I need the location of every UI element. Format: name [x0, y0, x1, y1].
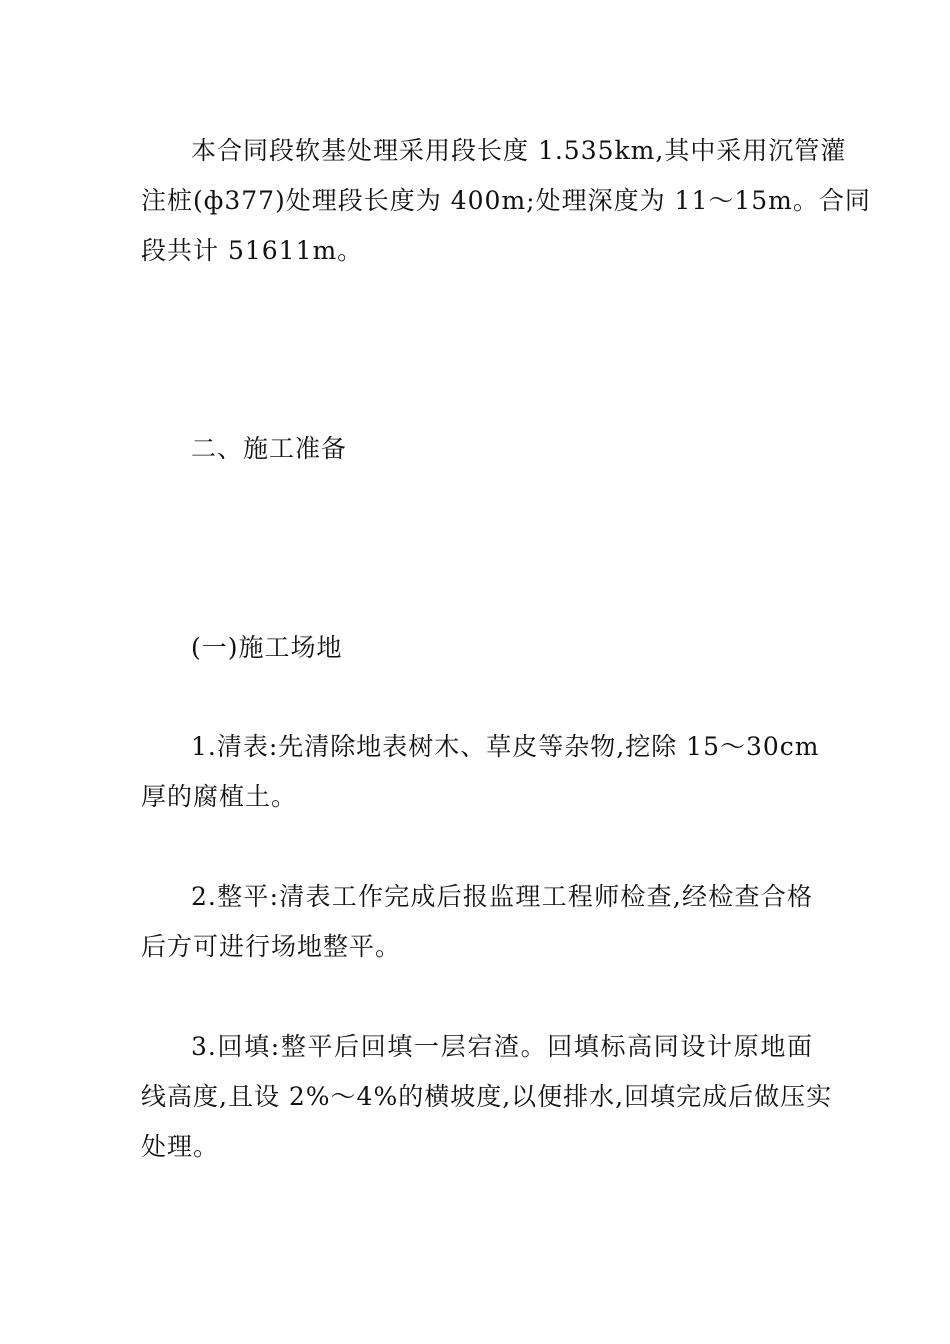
section-heading-text: 二、施工准备	[191, 434, 348, 463]
list-item-line: 3.回填:整平后回填一层宕渣。回填标高同设计原地面	[191, 1032, 813, 1061]
list-item-line: 处理。	[141, 1132, 220, 1161]
list-item	[141, 872, 813, 972]
intro-paragraph	[141, 126, 871, 276]
list-item-line: 1.清表:先清除地表树木、草皮等杂物,挖除 15～30cm	[191, 732, 820, 761]
list-item-line: 2.整平:清表工作完成后报监理工程师检查,经检查合格	[191, 882, 813, 911]
paragraph-line: 本合同段软基处理采用段长度 1.535km,其中采用沉管灌	[191, 136, 847, 165]
list-item	[141, 1022, 833, 1172]
section-heading	[141, 424, 813, 474]
list-item-line: 厚的腐植土。	[141, 782, 298, 811]
list-item	[141, 722, 820, 822]
paragraph-line: 注桩(ф377)处理段长度为 400m;处理深度为 11～15m。合同	[141, 186, 871, 215]
list-item-line: 线高度,且设 2%～4%的横坡度,以便排水,回填完成后做压实	[141, 1082, 833, 1111]
list-item-line: 后方可进行场地整平。	[141, 932, 402, 961]
subsection-heading	[141, 623, 813, 673]
paragraph-line: 段共计 51611m。	[141, 236, 364, 265]
subsection-heading-text: (一)施工场地	[191, 633, 343, 662]
